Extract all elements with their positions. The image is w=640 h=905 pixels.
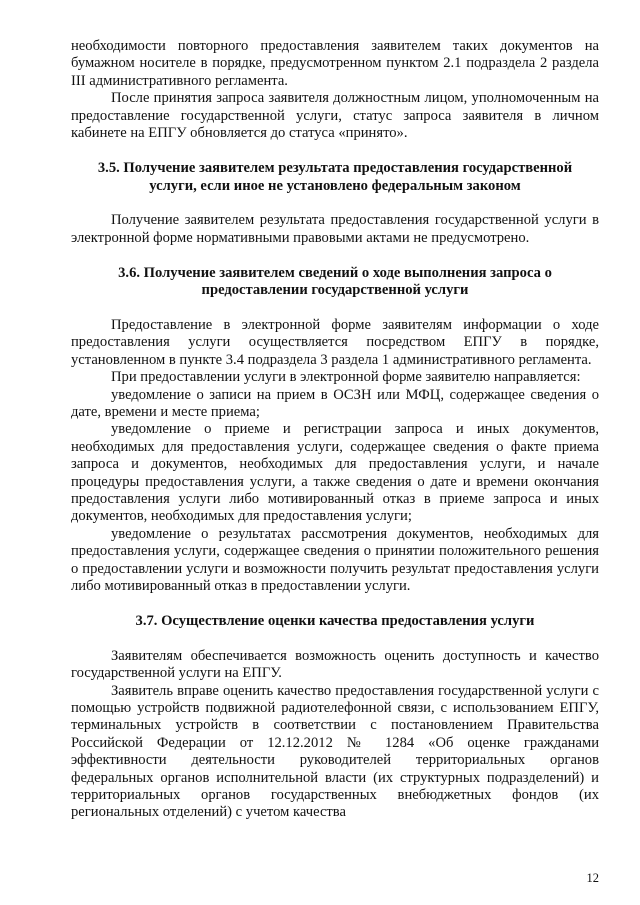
section-heading-3-7: 3.7. Осуществление оценки качества предоставления услуги — [135, 613, 535, 630]
paragraph-quality-assessment: Заявителям обеспечивается возможность оценить доступность и качество государственной услуги на ЕПГУ. — [71, 647, 599, 682]
paragraph-notification-results: уведомление о результатах рассмотрения документов, необходимых для предоставления услуги, содержащее сведения о принятии положительного решения о предоставлении услуги и возможности получить результат предоставления услуги либо мотивированный отказ в предоставлении услуги. — [71, 525, 599, 594]
paragraph-status-accepted: После принятия запроса заявителя должностным лицом, уполномоченным на предоставление государственной услуги, статус запроса заявителя в личном кабинете на ЕПГУ обновляется до статуса «принято». — [71, 90, 599, 142]
section-heading-3-5: 3.5. Получение заявителем результата предоставления государственной услуги, если иное не установлено федеральным законом — [97, 160, 573, 194]
paragraph-notifications-intro: При предоставлении услуги в электронной форме заявителю направляется: — [111, 369, 581, 386]
paragraph-progress-info: Предоставление в электронной форме заявителям информации о ходе предоставления услуги осуществляется посредством ЕПГУ в порядке, установленном в пункте 3.4 подраздела 3 раздела 1 административного регламента. — [71, 316, 599, 368]
page-number: 12 — [586, 871, 599, 885]
paragraph-notification-registration: уведомление о приеме и регистрации запроса и иных документов, необходимых для предоставления услуги, содержащее сведения о факте приема запроса и документов, необходимых для предоставления услуги, и начале процедуры предоставления услуги, а также сведения о дате и времени окончания предоставления услуги либо мотивированный отказ в приеме запроса и иных документов, необходимых для предоставления услуги; — [71, 421, 599, 525]
paragraph-result-electronic: Получение заявителем результата предоставления государственной услуги в электронной форме нормативными правовыми актами не предусмотрено. — [71, 212, 599, 246]
paragraph-quality-methods: Заявитель вправе оценить качество предоставления государственной услуги с помощью устройств подвижной радиотелефонной связи, с использованием ЕПГУ, терминальных устройств в соответствии с постановлением Правительства Российской Федерации от 12.12.2012 № 1284 «Об оценке гражданами эффективности деятельности руководителей территориальных органов федеральных органов исполнительной власти (их структурных подразделений) и территориальных органов государственных внебюджетных фондов (их региональных отделений) с учетом качества — [71, 682, 599, 821]
section-heading-3-6: 3.6. Получение заявителем сведений о ходе выполнения запроса о предоставлении государственной услуги — [118, 265, 552, 299]
document-body — [71, 38, 599, 822]
paragraph-notification-appointment: уведомление о записи на прием в ОСЗН или МФЦ, содержащее сведения о дате, времени и месте приема; — [71, 386, 599, 420]
paragraph-continuation: необходимости повторного предоставления заявителем таких документов на бумажном носителе в порядке, предусмотренном пунктом 2.1 подраздела 2 раздела III административного регламента. — [71, 38, 599, 89]
